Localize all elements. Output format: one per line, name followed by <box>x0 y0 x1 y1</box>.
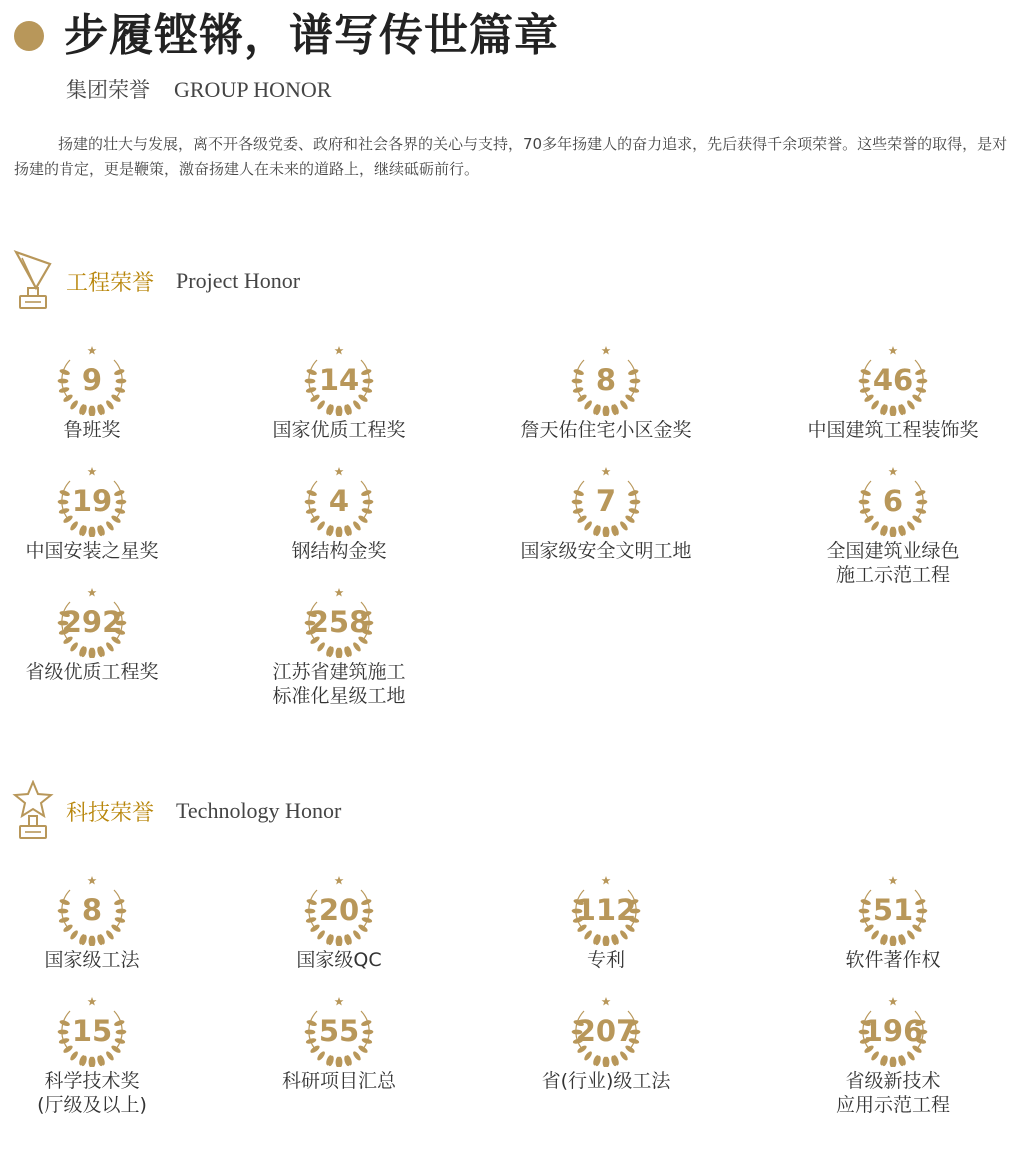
laurel-badge-icon <box>56 344 128 416</box>
laurel-badge-icon <box>56 874 128 946</box>
honor-item <box>0 874 212 972</box>
honor-label: 钢结构金奖 <box>291 540 387 562</box>
honor-label: 专利 <box>586 949 625 971</box>
laurel-badge-icon <box>56 586 128 658</box>
honor-count: 8 <box>81 893 103 927</box>
honor-item <box>486 465 726 563</box>
honor-label: 科研项目汇总 <box>281 1070 396 1092</box>
honor-count: 8 <box>595 363 617 397</box>
star-trophy-icon <box>12 780 54 842</box>
laurel-badge-icon <box>570 995 642 1067</box>
honor-count: 15 <box>71 1014 113 1048</box>
honor-label: 中国建筑工程装饰奖 <box>807 419 979 441</box>
honor-label: 鲁班奖 <box>63 419 121 441</box>
laurel-badge-icon <box>56 465 128 537</box>
subtitle-cn: 集团荣誉 <box>66 78 150 102</box>
honor-count: 46 <box>872 363 914 397</box>
laurel-badge-icon <box>570 465 642 537</box>
honor-count: 258 <box>308 605 370 639</box>
laurel-badge-icon <box>570 344 642 416</box>
honor-count: 196 <box>862 1014 924 1048</box>
laurel-badge-icon <box>303 344 375 416</box>
honor-item <box>0 465 212 563</box>
technology-honor-heading <box>12 780 341 842</box>
honor-item <box>0 344 212 442</box>
honor-item <box>773 995 1013 1117</box>
section-title-cn: 科技荣誉 <box>66 800 155 826</box>
honor-count: 7 <box>595 484 617 518</box>
laurel-badge-icon <box>303 586 375 658</box>
laurel-badge-icon <box>56 995 128 1067</box>
laurel-badge-icon <box>857 344 929 416</box>
honor-count: 14 <box>318 363 360 397</box>
trophy-icon <box>12 250 54 312</box>
laurel-badge-icon <box>303 874 375 946</box>
honor-item <box>0 995 212 1117</box>
project-honor-heading <box>12 250 300 312</box>
laurel-badge-icon <box>303 995 375 1067</box>
honor-count: 19 <box>71 484 113 518</box>
honor-item <box>219 586 459 708</box>
honor-item <box>773 874 1013 972</box>
honor-label: 省(行业)级工法 <box>541 1070 671 1092</box>
honor-label: 省级新技术 应用示范工程 <box>835 1070 950 1116</box>
page-title: 步履铿锵，谱写传世篇章 <box>64 10 559 61</box>
honor-count: 20 <box>318 893 360 927</box>
honor-item <box>219 465 459 563</box>
honor-item <box>219 874 459 972</box>
honor-count: 51 <box>872 893 914 927</box>
honor-label: 国家优质工程奖 <box>272 419 406 441</box>
honor-label: 中国安装之星奖 <box>25 540 159 562</box>
honor-label: 省级优质工程奖 <box>25 661 159 683</box>
section-title-cn: 工程荣誉 <box>66 270 155 296</box>
honor-count: 207 <box>575 1014 637 1048</box>
section-title-en: Technology Honor <box>176 798 342 823</box>
title-dot <box>14 21 44 51</box>
laurel-badge-icon <box>857 995 929 1067</box>
honor-count: 4 <box>328 484 350 518</box>
intro-text: 扬建的壮大与发展，离不开各级党委、政府和社会各界的关心与支持，70多年扬建人的奋力追求，先后获得千余项荣誉。这些荣誉的取得，是对扬建的肯定，更是鞭策，激奋扬建人在未来的道路上，继续砥砺前行。 <box>14 135 1008 178</box>
honor-label: 国家级安全文明工地 <box>520 540 692 562</box>
laurel-badge-icon <box>570 874 642 946</box>
honor-item <box>486 874 726 972</box>
laurel-badge-icon <box>857 874 929 946</box>
honor-item <box>773 344 1013 442</box>
honor-count: 292 <box>61 605 123 639</box>
honor-count: 6 <box>882 484 904 518</box>
honor-item <box>0 586 212 684</box>
honor-item <box>219 995 459 1093</box>
page-header <box>14 8 1014 104</box>
honor-label: 全国建筑业绿色 施工示范工程 <box>826 540 960 586</box>
subtitle-en: GROUP HONOR <box>174 77 332 102</box>
honor-count: 112 <box>575 893 637 927</box>
honor-label: 科学技术奖 (厅级及以上) <box>37 1070 147 1116</box>
honor-count: 9 <box>81 363 103 397</box>
honor-item <box>486 344 726 442</box>
honor-label: 国家级工法 <box>44 949 140 971</box>
honor-label: 国家级QC <box>296 949 382 971</box>
honor-label: 詹天佑住宅小区金奖 <box>520 419 692 441</box>
laurel-badge-icon <box>303 465 375 537</box>
section-title-en: Project Honor <box>176 268 301 293</box>
honor-label: 软件著作权 <box>845 949 941 971</box>
honor-item <box>773 465 1013 587</box>
honor-item <box>486 995 726 1093</box>
laurel-badge-icon <box>857 465 929 537</box>
honor-count: 55 <box>318 1014 360 1048</box>
honor-label: 江苏省建筑施工 标准化星级工地 <box>272 661 406 707</box>
honor-item <box>219 344 459 442</box>
